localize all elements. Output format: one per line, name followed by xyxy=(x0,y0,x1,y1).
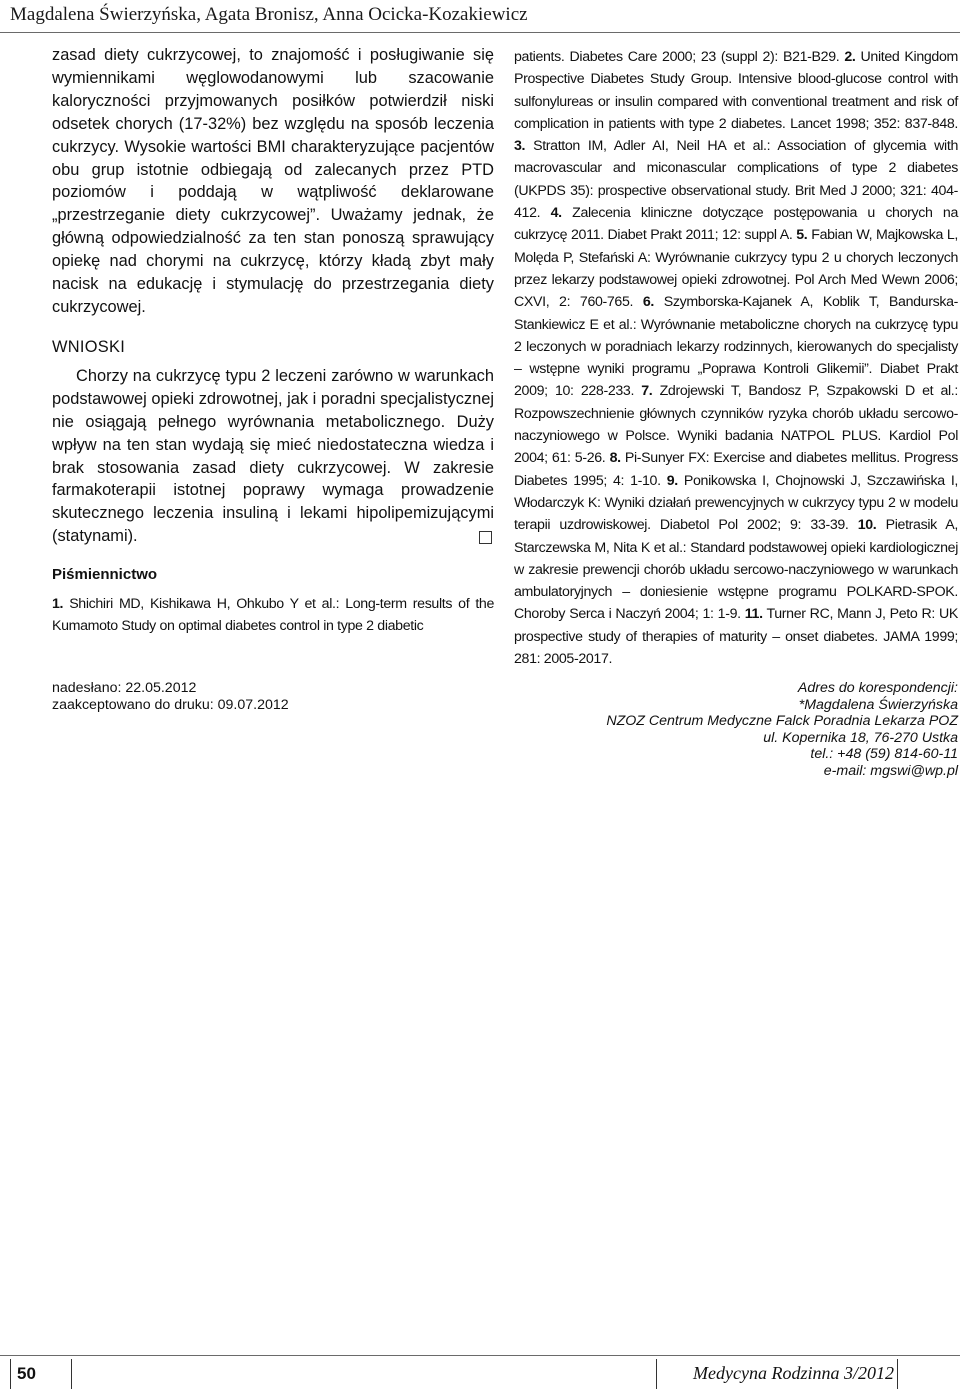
reference-number: 10. xyxy=(857,517,877,534)
reference-text: Zdrojewski T, Bandosz P, Szpakowski D et al.: Rozpowszechnienie głównych czynników ryzyka chorób układu sercowo-naczyniowego w Polsce. Wyniki badania NATPOL PLUS. Kardiol Pol 2004; 61: 5-26. xyxy=(514,383,958,467)
intro-paragraph: zasad diety cukrzycowej, to znajomość i posługiwanie się wymiennikami węglowodanowymi lub szacowanie kaloryczności przyjmowanych posiłków potwierdził niski odsetek chorych (17-32%) bez względu na sposób leczenia cukrzycy. Wysokie wartości BMI charakteryzujące pacjentów obu grup istotnie odbiegają od zalecanych przez PTD poziomów i poddają w wątpliwość deklarowane „przestrzeganie diety cukrzycowej”. Uważamy jednak, że główną odpowiedzialność za ten stan ponoszą sprawujący opiekę nad chorymi na cukrzycę, którzy kładą zbyt mały nacisk na edukację i stymulację do przestrzegania diety cukrzycowej. xyxy=(52,46,494,316)
correspondent-name: *Magdalena Świerzyńska xyxy=(798,696,958,713)
references-list xyxy=(514,46,958,670)
correspondence-label: Adres do korespondencji: xyxy=(797,680,958,696)
running-header xyxy=(0,0,960,33)
references-heading: Piśmiennictwo xyxy=(52,566,158,584)
reference-text: United Kingdom Prospective Diabetes Study Group. Intensive blood-glucose control with sulfonylureas or insulin compared with conventional treatment and risk of complication in patients with type 2 diabetes. Lancet 1998; 352: 837-848. xyxy=(514,49,958,132)
reference-text: Pietrasik A, Starczewska M, Nita K et al.: Standard podstawowej opieki kardiologicznej w zakresie prewencji chorób układu sercowo-naczyniowego w warunkach ambulatoryjnych – doniesienie wstępne programu POLKARD-SPOK. Choroby Serca i Naczyń 2004; 1: 1-9. xyxy=(514,517,959,623)
phone-number: tel.: +48 (59) 814-60-11 xyxy=(810,746,958,762)
reference-number: 4. xyxy=(550,205,562,222)
submission-dates xyxy=(52,680,289,713)
page-number: 50 xyxy=(10,1359,72,1389)
reference-number: 3. xyxy=(514,138,526,155)
end-of-article-icon xyxy=(479,531,492,544)
email-address: e-mail: mgswi@wp.pl xyxy=(823,762,958,779)
reference-number: 5. xyxy=(796,227,808,244)
received-date: nadesłano: 22.05.2012 xyxy=(52,680,197,696)
reference-number: 6. xyxy=(642,294,654,311)
institution: NZOZ Centrum Medyczne Falck Poradnia Lekarza POZ xyxy=(606,713,958,729)
left-column xyxy=(52,44,494,638)
street-address: ul. Kopernika 18, 76-270 Ustka xyxy=(763,729,958,746)
journal-title: Medycyna Rodzinna 3/2012 xyxy=(693,1363,894,1383)
header-authors: Magdalena Świerzyńska, Agata Bronisz, Anna Ocicka-Kozakiewicz xyxy=(10,4,528,25)
reference-text: Fabian W, Majkowska L, Molęda P, Stefański A: Wyrównanie cukrzycy typu 2 u chorych leczonych przez lekarzy podstawowej opieki zdrowotnej. Pol Arch Med Wewn 2006; CXVI, 2: 760-765. xyxy=(514,227,959,311)
reference-number: 8. xyxy=(609,450,621,467)
right-column xyxy=(514,46,958,670)
reference-continuation: patients. Diabetes Care 2000; 23 (suppl 2): B21-B29. xyxy=(514,49,840,65)
reference-text: Stratton IM, Adler AI, Neil HA et al.: Association of glycemia with macrovascular and miconascular complications of type 2 diabetes (UKPDS 35): prospective observational study. Brit Med J 2000; 321: 404-412. xyxy=(514,138,958,222)
reference-text: Ponikowska I, Chojnowski J, Szczawińska I, Włodarczyk K: Wyniki działań prewencyjnych w cukrzycy typu 2 w modelu terapii uzdrowiskowej. Diabetol Pol 2002; 9: 33-39. xyxy=(514,472,959,534)
reference-text: Pi-Sunyer FX: Exercise and diabetes mellitus. Progress Diabetes 1995; 4: 1-10. xyxy=(514,450,959,489)
conclusions-text: Chorzy na cukrzycę typu 2 leczeni zarówno w warunkach podstawowej opieki zdrowotnej, jak i poradni specjalistycznej nie osiągają pełnego wyrównania metabolicznego. Duży wpływ na ten stan wydają się mieć niedostateczna wiedza i brak stosowania zasad diety cukrzycowej. W zakresie farmakoterapii istotnej poprawy wymaga prowadzenie skutecznego leczenia insuliną i lekami hipolipemizującymi (statynami). xyxy=(52,366,494,546)
reference-number: 7. xyxy=(641,383,653,400)
footer-divider xyxy=(0,1355,960,1356)
reference-number: 11. xyxy=(744,606,763,623)
conclusions-heading: WNIOSKI xyxy=(52,337,126,356)
correspondence-address xyxy=(606,680,958,779)
reference-text: Shichiri MD, Kishikawa H, Ohkubo Y et al.: Long-term results of the Kumamoto Study on optimal diabetes control in type 2 diabetic xyxy=(52,596,494,635)
reference-item xyxy=(52,593,494,638)
reference-number: 9. xyxy=(666,472,678,489)
reference-text: Turner RC, Mann J, Peto R: UK prospective study of therapies of maturity – onset diabetes. JAMA 1999; 281: 2005-2017. xyxy=(514,606,959,668)
accepted-date: zaakceptowano do druku: 09.07.2012 xyxy=(52,696,289,713)
reference-text: Zalecenia kliniczne dotyczące postępowania u chorych na cukrzycę 2011. Diabet Prakt 2011; 12: suppl A. xyxy=(514,205,959,244)
reference-text: Szymborska-Kajanek A, Koblik T, Bandurska-Stankiewicz E et al.: Wyrównanie metaboliczne chorych na cukrzycę typu 2 leczonych w poradniach lekarzy rodzinnych, kierowanych do specjalisty – wstępne wyniki programu „Poprawa Kontroli Glikemii”. Diabet Prakt 2009; 10: 228-233. xyxy=(514,294,958,400)
conclusions-paragraph xyxy=(52,365,494,548)
reference-number: 1. xyxy=(52,596,64,613)
reference-number: 2. xyxy=(844,49,856,65)
